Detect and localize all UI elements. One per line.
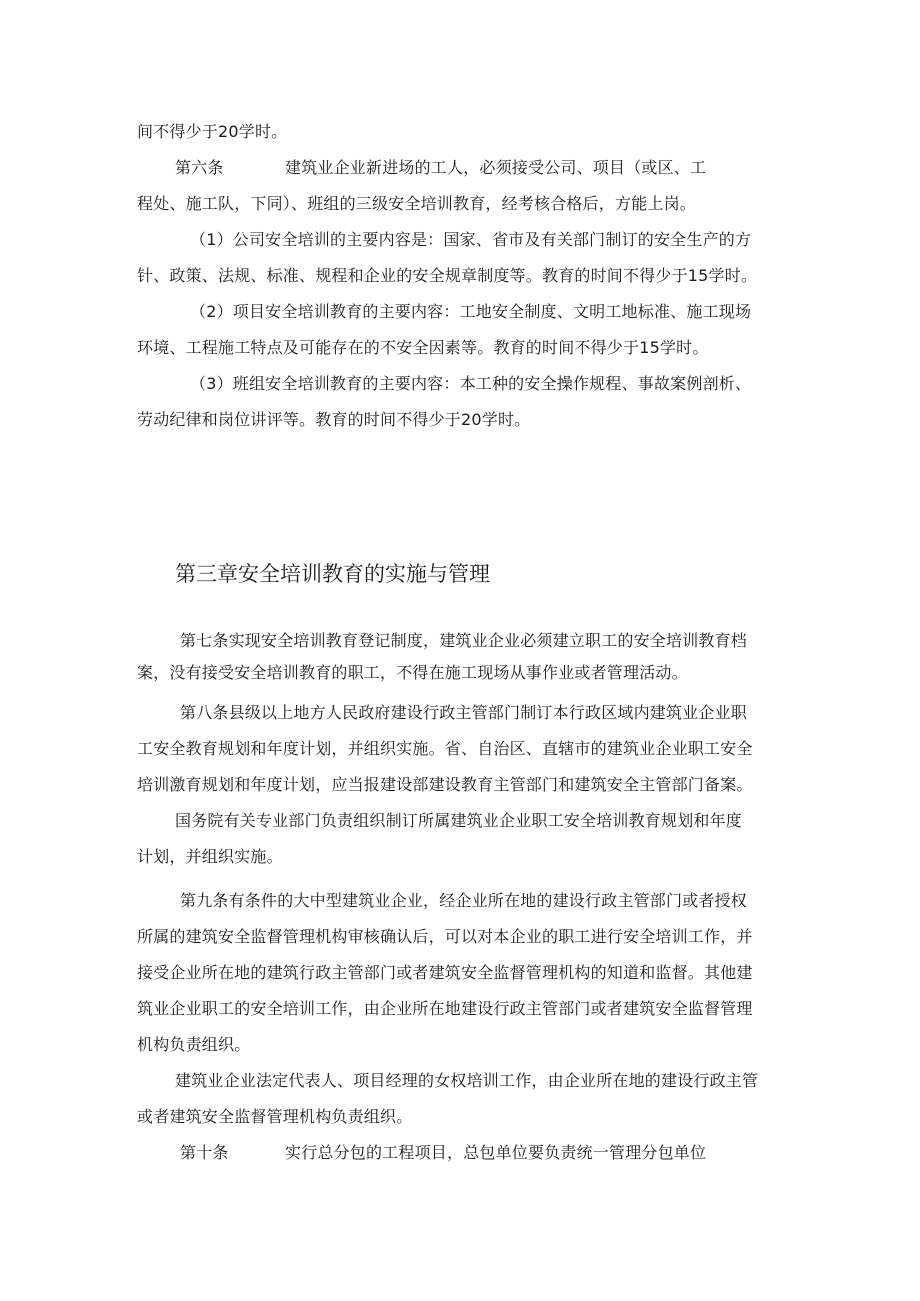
article-9-line-2: 所属的建筑安全监督管理机构审核确认后，可以对本企业的职工进行安全培训工作，并 <box>137 927 753 946</box>
article-10-label: 第十条 <box>180 1143 229 1162</box>
article-8-line-2: 工安全教育规划和年度计划，并组织实施。省、自治区、直辖市的建筑业企业职工安全 <box>137 739 753 758</box>
article-10-line-1: 实行总分包的工程项目，总包单位要负责统一管理分包单位 <box>285 1143 707 1162</box>
article-9-line-3: 接受企业所在地的建筑行政主管部门或者建筑安全监督管理机构的知道和监督。其他建 <box>137 963 753 982</box>
article-8b-line-1: 国务院有关专业部门负责组织制订所属建筑业企业职工安全培训教育规划和年度 <box>175 811 743 830</box>
item-2-line-1: （2）项目安全培训教育的主要内容：工地安全制度、文明工地标准、施工现场 <box>190 302 752 321</box>
article-7-line-1: 第七条实现安全培训教育登记制度，建筑业企业必须建立职工的安全培训教育档 <box>180 631 748 650</box>
article-6-line-2: 程处、施工队，下同）、班组的三级安全培训教育，经考核合格后，方能上岗。 <box>137 194 697 213</box>
article-9b-line-1: 建筑业企业法定代表人、项目经理的女权培训工作，由企业所在地的建设行政主管 <box>175 1071 759 1090</box>
item-3-line-2: 劳动纪律和岗位讲评等。教育的时间不得少于20学时。 <box>137 410 531 429</box>
article-9-line-1: 第九条有条件的大中型建筑业企业，经企业所在地的建设行政主管部门或者授权 <box>180 891 748 910</box>
article-8b-line-2: 计划，并组织实施。 <box>137 847 283 866</box>
article-8-line-1: 第八条县级以上地方人民政府建设行政主管部门制订本行政区域内建筑业企业职 <box>180 703 748 722</box>
item-1-line-2: 针、政策、法规、标准、规程和企业的安全规章制度等。教育的时间不得少于15学时。 <box>137 266 758 285</box>
item-3-line-1: （3）班组安全培训教育的主要内容：本工种的安全操作规程、事故案例剖析、 <box>190 374 752 393</box>
article-9b-line-2: 或者建筑安全监督管理机构负责组织。 <box>137 1107 413 1126</box>
intro-tail-line: 间不得少于20学时。 <box>137 122 288 141</box>
chapter-3-title: 第三章安全培训教育的实施与管理 <box>175 562 490 586</box>
article-6-label: 第六条 <box>175 158 224 177</box>
article-6-line-1: 建筑业企业新进场的工人，必须接受公司、项目（或区、工 <box>285 158 707 177</box>
article-9-line-5: 机构负责组织。 <box>137 1035 251 1054</box>
item-1-line-1: （1）公司安全培训的主要内容是：国家、省市及有关部门制订的安全生产的方 <box>190 230 752 249</box>
article-9-line-4: 筑业企业职工的安全培训工作，由企业所在地建设行政主管部门或者建筑安全监督管理 <box>137 999 753 1018</box>
article-7-line-2: 案，没有接受安全培训教育的职工，不得在施工现场从事作业或者管理活动。 <box>137 663 688 682</box>
item-2-line-2: 环境、工程施工特点及可能存在的不安全因素等。教育的时间不得少于15学时。 <box>137 338 709 357</box>
article-8-line-3: 培训激育规划和年度计划，应当报建设部建设教育主管部门和建筑安全主管部门备案。 <box>137 775 753 794</box>
